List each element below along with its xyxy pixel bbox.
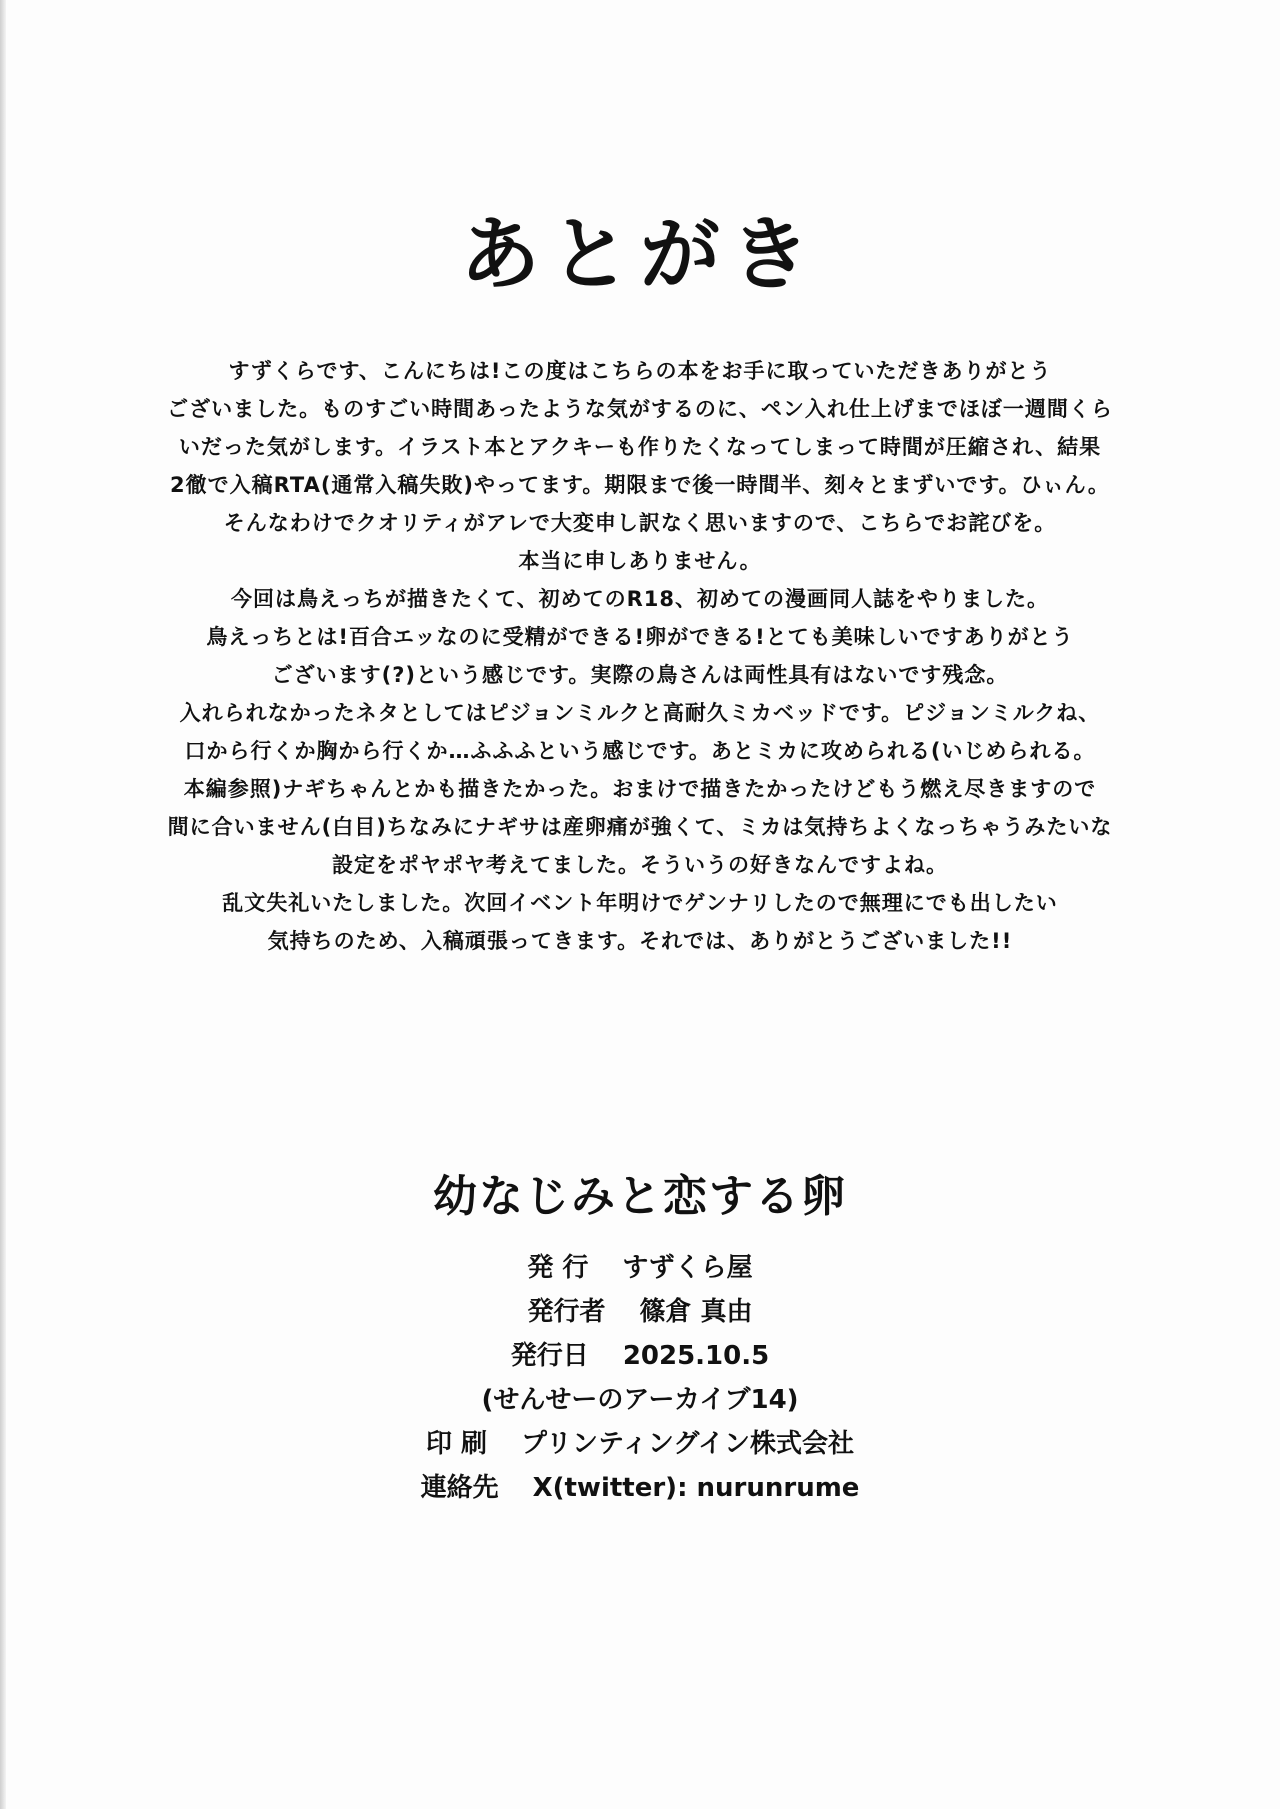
afterword-line: 2徹で入稿RTA(通常入稿失敗)やってます。期限まで後一時間半、刻々とまずいです。ひぃん。 <box>170 473 1110 497</box>
afterword-line: 乱文失礼いたしました。次回イベント年明けでゲンナリしたので無理にでも出したい <box>222 891 1058 915</box>
printer-label: 印 刷 <box>425 1429 487 1459</box>
author-label: 発行者 <box>527 1297 606 1327</box>
colophon-contact-row <box>0 1466 1280 1510</box>
afterword-line: すずくらです、こんにちは!この度はこちらの本をお手に取っていただきありがとう <box>228 359 1052 383</box>
afterword-line: 口から行くか胸から行くか…ふふふという感じです。あとミカに攻められる(いじめられる。 <box>184 739 1096 763</box>
afterword-line: 本編参照)ナギちゃんとかも描きたかった。おまけで描きたかったけどもう燃え尽きますので <box>183 777 1097 801</box>
afterword-line: 今回は鳥えっちが描きたくて、初めてのR18、初めての漫画同人誌をやりました。 <box>231 587 1049 611</box>
date-label: 発行日 <box>510 1341 589 1371</box>
publisher-value: すずくら屋 <box>622 1253 753 1283</box>
colophon-author-row <box>0 1290 1280 1334</box>
afterword-line: いだった気がします。イラスト本とアクキーも作りたくなってしまって時間が圧縮され、結果 <box>178 435 1102 459</box>
afterword-line: 設定をポヤポヤ考えてました。そういうの好きなんですよね。 <box>332 853 948 877</box>
contact-label: 連絡先 <box>420 1473 499 1503</box>
publisher-label: 発 行 <box>527 1253 589 1283</box>
afterword-line: ございました。ものすごい時間あったような気がするのに、ペン入れ仕上げまでほぼ一週間くら <box>167 397 1113 421</box>
printer-value: プリンティングイン株式会社 <box>521 1429 855 1459</box>
colophon-date-row <box>0 1334 1280 1378</box>
contact-value: X(twitter): nurunrume <box>532 1473 860 1503</box>
afterword-line: 気持ちのため、入稿頑張ってきます。それでは、ありがとうございました!! <box>267 929 1013 953</box>
afterword-body <box>90 352 1190 960</box>
colophon <box>0 1162 1280 1510</box>
afterword-line: 入れられなかったネタとしてはピジョンミルクと高耐久ミカベッドです。ピジョンミルクね、 <box>179 701 1101 725</box>
author-value: 篠倉 真由 <box>639 1297 753 1327</box>
book-title: 幼なじみと恋する卵 <box>433 1171 847 1222</box>
afterword-line: 鳥えっちとは!百合エッなのに受精ができる!卵ができる!とても美味しいですありがとう <box>206 625 1074 649</box>
colophon-printer-row <box>0 1422 1280 1466</box>
afterword-line: 間に合いません(白目)ちなみにナギサは産卵痛が強くて、ミカは気持ちよくなっちゃうみたいな <box>167 815 1113 839</box>
afterword-line: ございます(?)という感じです。実際の鳥さんは両性具有はないです残念。 <box>271 663 1009 687</box>
event-value: (せんせーのアーカイブ14) <box>481 1385 799 1415</box>
colophon-publisher-row <box>0 1246 1280 1290</box>
date-value: 2025.10.5 <box>622 1341 770 1371</box>
afterword-line: 本当に申しありません。 <box>518 549 762 573</box>
afterword-heading: あとがき <box>460 208 820 301</box>
afterword-line: そんなわけでクオリティがアレで大変申し訳なく思いますので、こちらでお詫びを。 <box>223 511 1057 535</box>
colophon-event-row <box>0 1378 1280 1422</box>
